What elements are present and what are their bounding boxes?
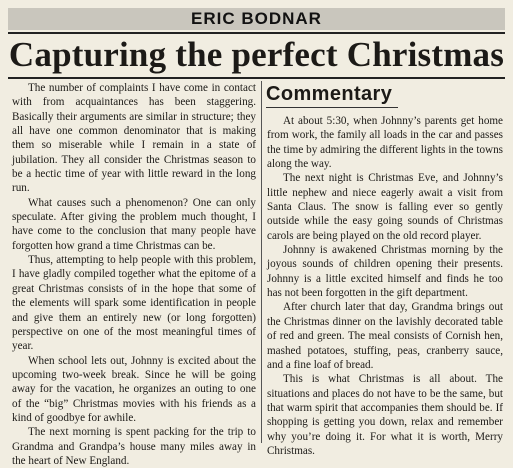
paragraph: After church later that day, Grandma brings out the Christmas dinner on the lavishly decorated table of red and green. The meal consists of Cornish hen, mashed potatoes, stuffing, peas, cranberry sauce, and a fine loaf of bread. bbox=[267, 301, 503, 371]
paragraph: When school lets out, Johnny is excited about the upcoming two-week break. Since he will be going away for the vacation, he organizes an outing to one of the “big” Christmas movies with his friends as a kind of goodbye for awhile. bbox=[12, 354, 256, 424]
article-column-right bbox=[267, 114, 503, 458]
paragraph: The next night is Christmas Eve, and Johnny’s little nephew and niece eagerly await a visit from Santa Claus. The snow is falling ever so gently outside while the easy going sounds of Christmas carols are being played on the old record player. bbox=[267, 172, 503, 242]
paragraph: At about 5:30, when Johnny’s parents get home from work, the family all loads in the car and passes the time by admiring the different lights in the towns along the way. bbox=[267, 115, 503, 171]
paragraph: The number of complaints I have come in contact with from acquaintances has been staggering. Basically their arguments are similar in structure; they all have one common denominator that is making them so miserable while I remain in a state of jubilation. They all consider the Christmas season to be a hectic time of year with little reward in the long run. bbox=[12, 82, 256, 195]
author-byline: ERIC BODNAR bbox=[8, 8, 505, 30]
article-headline: Capturing the perfect Christmas bbox=[8, 35, 505, 74]
section-label: Commentary bbox=[266, 83, 393, 105]
article-column-left bbox=[12, 81, 256, 468]
paragraph: This is what Christmas is all about. The situations and places do not have to be the same, but that warm spirit that accompanies them should be. If shopping is getting you down, relax and remember why you’re doing it. For what it is worth, Merry Christmas. bbox=[267, 373, 503, 457]
paragraph: What causes such a phenomenon? One can only speculate. After giving the problem much thought, I have come to the conclusion that many people have forgotten how grand a time Christmas can be. bbox=[12, 196, 256, 252]
column-divider bbox=[261, 81, 262, 443]
section-label-rule bbox=[266, 107, 398, 108]
newspaper-clipping bbox=[8, 4, 505, 467]
paragraph: Johnny is awakened Christmas morning by the joyous sounds of children opening their presents. Johnny is a little excited himself and finds he too has not been forgotten in the gift department. bbox=[267, 244, 503, 300]
paragraph: Thus, attempting to help people with this problem, I have gladly compiled together what the epitome of a great Christmas consists of in the hope that some of the elements will spark some identification in people and give them an entirely new (or long forgotten) perspective on one of the most meaningful times of year. bbox=[12, 254, 256, 353]
paragraph: The next morning is spent packing for the trip to Grandma and Grandpa’s house many miles away in the heart of New England. bbox=[12, 426, 256, 467]
headline-rule-bottom bbox=[8, 77, 505, 79]
